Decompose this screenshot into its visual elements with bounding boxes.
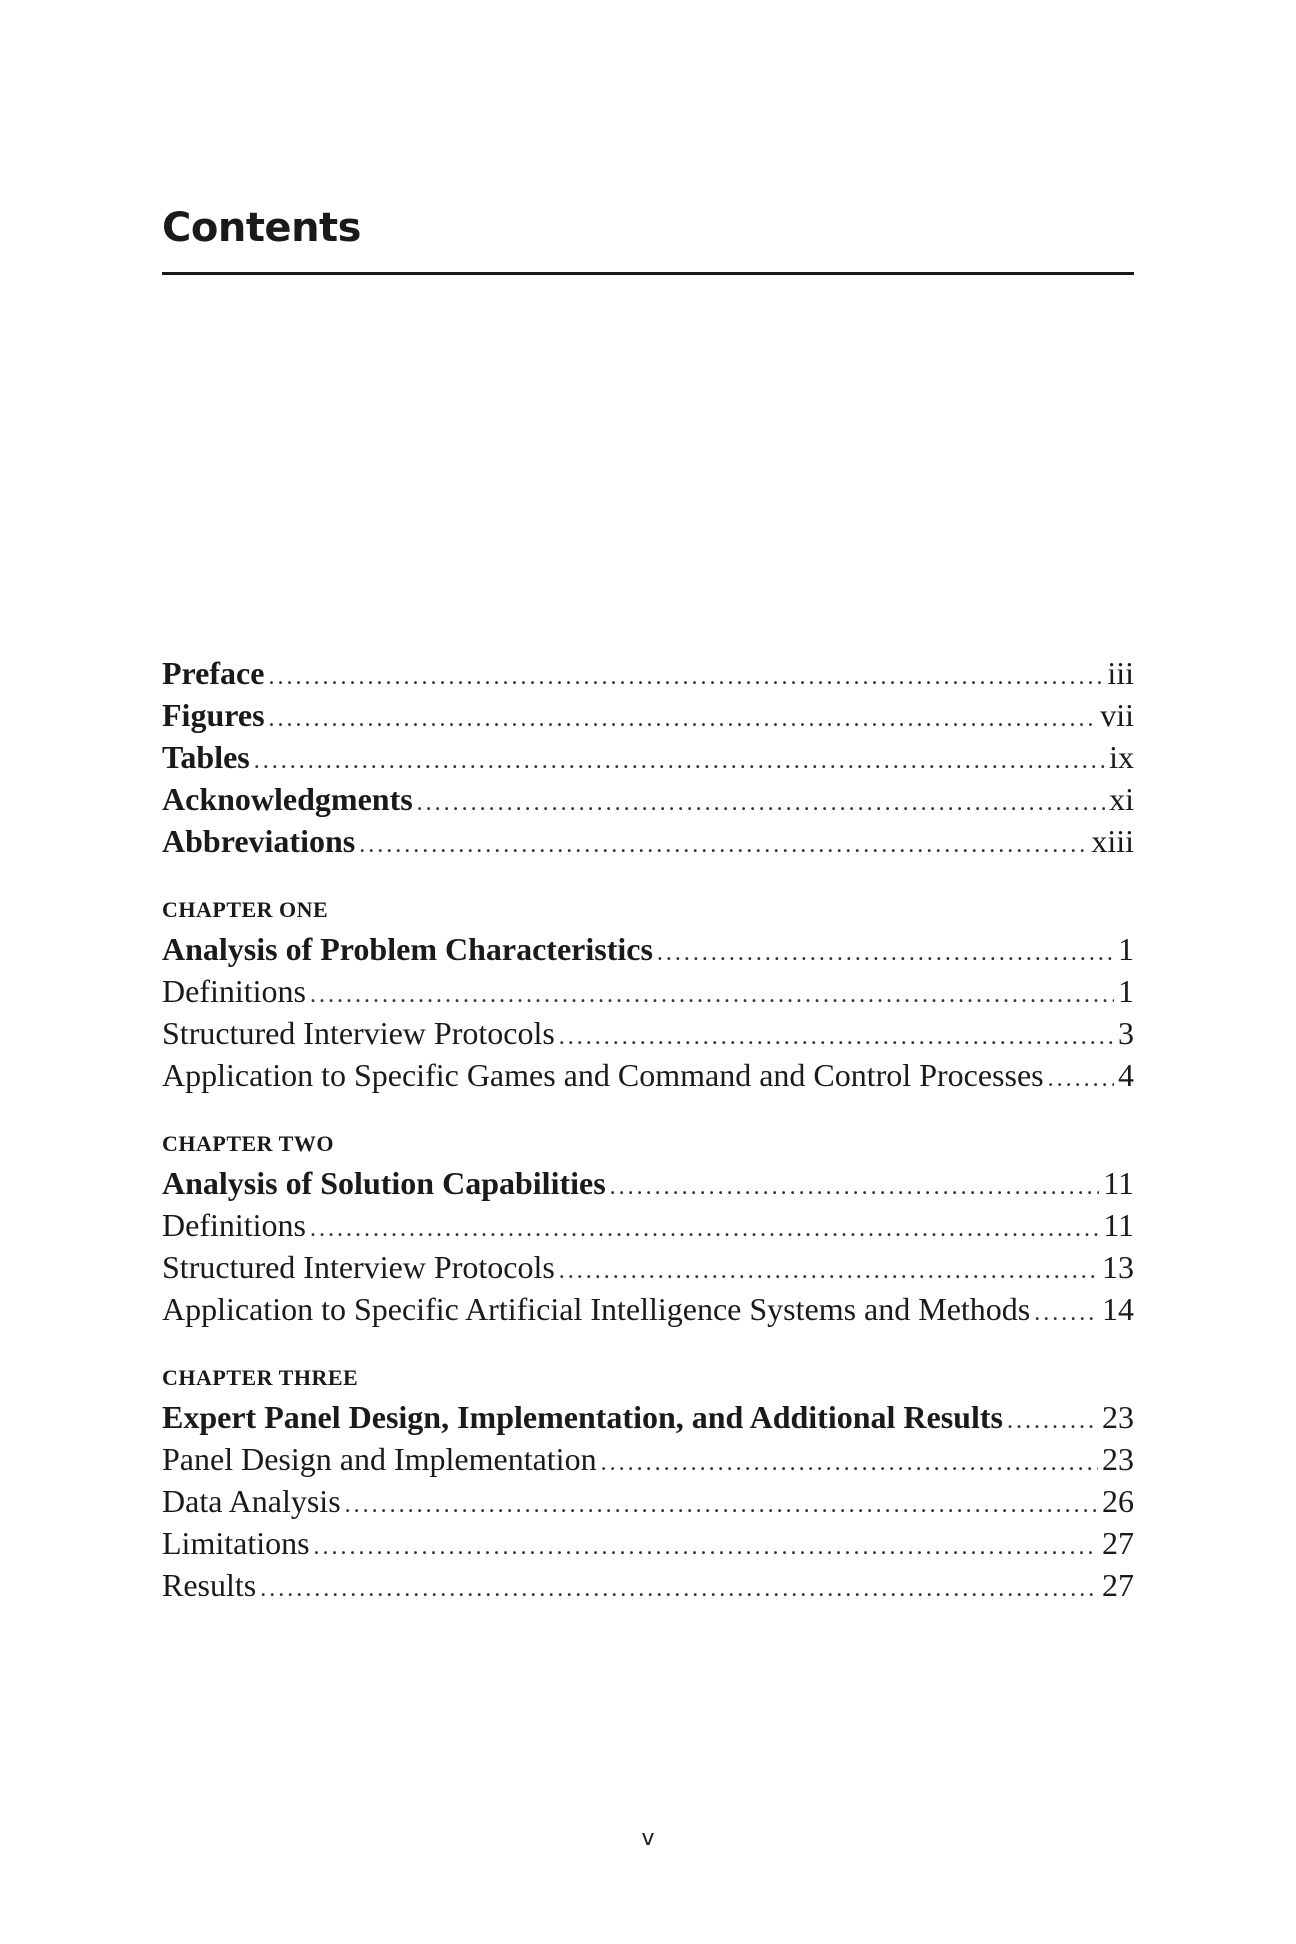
entry-title: Data Analysis — [162, 1483, 341, 1519]
entry-title: Application to Specific Games and Command and Control Processes — [162, 1057, 1044, 1093]
dot-leader — [1007, 1400, 1098, 1442]
entry-title: Analysis of Solution Capabilities — [162, 1165, 606, 1201]
dot-leader — [310, 1208, 1099, 1250]
entry-page: 23 — [1102, 1399, 1134, 1435]
entry-title: Analysis of Problem Characteristics — [162, 931, 653, 967]
toc-entry-figures[interactable] — [162, 694, 1134, 736]
entry-page: xiii — [1091, 823, 1134, 859]
entry-title: Preface — [162, 655, 265, 691]
toc-entry-acknowledgments[interactable] — [162, 778, 1134, 820]
toc-entry-section[interactable] — [162, 1246, 1134, 1288]
dot-leader — [1034, 1292, 1098, 1334]
entry-title: Application to Specific Artificial Intelligence Systems and Methods — [162, 1291, 1031, 1327]
toc-entry-chapter-title[interactable] — [162, 1162, 1134, 1204]
toc-entry-section[interactable] — [162, 1054, 1134, 1096]
entry-page: 11 — [1103, 1207, 1134, 1243]
entry-page: 11 — [1103, 1165, 1134, 1201]
entry-title: Structured Interview Protocols — [162, 1015, 555, 1051]
entry-page: vii — [1100, 697, 1134, 733]
entry-title: Figures — [162, 697, 265, 733]
entry-page: ix — [1109, 739, 1134, 775]
dot-leader — [657, 932, 1114, 974]
dot-leader — [269, 698, 1097, 740]
entry-page: 13 — [1102, 1249, 1134, 1285]
dot-leader — [417, 782, 1105, 824]
toc-entry-section[interactable] — [162, 1480, 1134, 1522]
dot-leader — [1048, 1058, 1114, 1100]
toc-entry-preface[interactable] — [162, 652, 1134, 694]
toc-entry-section[interactable] — [162, 1438, 1134, 1480]
entry-page: 1 — [1118, 931, 1134, 967]
page-number: v — [641, 1826, 655, 1851]
dot-leader — [314, 1526, 1098, 1568]
toc-entry-section[interactable] — [162, 1204, 1134, 1246]
toc-entry-tables[interactable] — [162, 736, 1134, 778]
entry-page: 27 — [1102, 1567, 1134, 1603]
toc-entry-section[interactable] — [162, 970, 1134, 1012]
dot-leader — [610, 1166, 1100, 1208]
dot-leader — [254, 740, 1105, 782]
toc-entry-abbreviations[interactable] — [162, 820, 1134, 862]
entry-page: 1 — [1118, 973, 1134, 1009]
page-title: Contents — [162, 205, 361, 251]
dot-leader — [345, 1484, 1098, 1526]
entry-title: Tables — [162, 739, 250, 775]
entry-title: Limitations — [162, 1525, 310, 1561]
toc-entry-chapter-title[interactable] — [162, 928, 1134, 970]
toc-entry-section[interactable] — [162, 1288, 1134, 1330]
table-of-contents — [162, 652, 1134, 1606]
chapter-label: CHAPTER TWO — [162, 1131, 334, 1156]
dot-leader — [260, 1568, 1098, 1610]
entry-title: Results — [162, 1567, 257, 1603]
entry-page: xi — [1109, 781, 1134, 817]
chapter-label: CHAPTER THREE — [162, 1365, 359, 1390]
chapter-label: CHAPTER ONE — [162, 897, 329, 922]
entry-page: 4 — [1118, 1057, 1134, 1093]
entry-title: Structured Interview Protocols — [162, 1249, 555, 1285]
dot-leader — [601, 1442, 1098, 1484]
toc-entry-section[interactable] — [162, 1012, 1134, 1054]
toc-entry-chapter-title[interactable] — [162, 1396, 1134, 1438]
dot-leader — [268, 656, 1103, 698]
entry-page: 23 — [1102, 1441, 1134, 1477]
entry-page: iii — [1107, 655, 1134, 691]
entry-page: 14 — [1102, 1291, 1134, 1327]
toc-entry-section[interactable] — [162, 1522, 1134, 1564]
entry-page: 27 — [1102, 1525, 1134, 1561]
dot-leader — [559, 1250, 1098, 1292]
entry-title: Definitions — [162, 973, 306, 1009]
entry-title: Expert Panel Design, Implementation, and Additional Results — [162, 1399, 1003, 1435]
title-rule — [162, 272, 1134, 275]
toc-entry-section[interactable] — [162, 1564, 1134, 1606]
entry-page: 3 — [1118, 1015, 1134, 1051]
dot-leader — [559, 1016, 1114, 1058]
dot-leader — [359, 824, 1087, 866]
dot-leader — [310, 974, 1114, 1016]
entry-title: Acknowledgments — [162, 781, 413, 817]
entry-page: 26 — [1102, 1483, 1134, 1519]
entry-title: Definitions — [162, 1207, 306, 1243]
entry-title: Panel Design and Implementation — [162, 1441, 597, 1477]
entry-title: Abbreviations — [162, 823, 356, 859]
